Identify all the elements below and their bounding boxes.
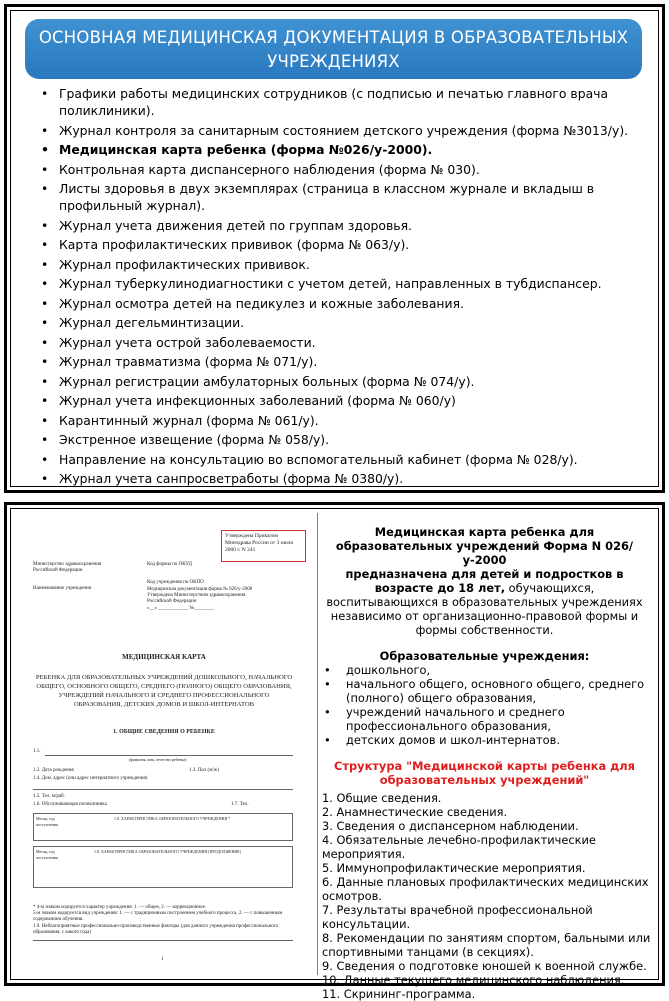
- form-approved: Утверждена Министерством здравоохранения Российской Федерации: [147, 593, 246, 604]
- list-item: • детских домов и школ-интернатов.: [324, 733, 560, 747]
- list-item: 8. Рекомендации по занятиям спортом, бальными или спортивными танцами (в секциях).: [322, 931, 651, 959]
- structure-title: Структура "Медицинской карты ребенка для образовательных учреждений": [334, 759, 635, 787]
- list-item: • Журнал учета санпросветработы (форма № 0380/у).: [41, 471, 404, 486]
- list-item: 2. Анамнестические сведения.: [322, 805, 508, 819]
- bullet-icon: •: [324, 663, 331, 677]
- form-note-3: 1.9. Неблагоприятные профессионально-производственные факторы (для данного учреждения профессионального образования, с какого года): [33, 924, 279, 935]
- list-item: • Журнал осмотра детей на педикулез и кожные заболевания.: [41, 295, 464, 311]
- list-item: • Журнал травматизма (форма № 071/у).: [41, 354, 318, 369]
- form-field-1-3: 1.3. Пол (м/ж): [189, 768, 219, 773]
- list-item: 10. Данные текущего медицинского наблюдения.: [322, 973, 625, 987]
- bullet-icon: •: [41, 142, 49, 157]
- list-item: 11. Скрининг-программа.: [322, 987, 476, 1001]
- bullet-icon: •: [41, 161, 49, 177]
- list-item: 7. Результаты врачебной профессиональной консультации.: [322, 903, 593, 931]
- institutions-list: [318, 663, 651, 747]
- list-item: • Журнал дегельминтизации.: [41, 315, 245, 330]
- bullet-icon: •: [41, 86, 49, 101]
- list-item: • Листы здоровья в двух экземплярах (страница в классном журнале и вкладыш в профильный журнал).: [41, 181, 595, 213]
- form-rule: [33, 940, 293, 941]
- list-item: • Журнал профилактических прививок.: [41, 256, 310, 272]
- list-item: • Журнал туберкулинодиагностики с учетом детей, направленных в тубдиспансер.: [41, 276, 602, 291]
- bullet-icon: •: [324, 677, 331, 691]
- bullet-icon: •: [41, 373, 49, 389]
- bullet-icon: •: [41, 354, 49, 369]
- medical-card-description-panel: [317, 513, 651, 1001]
- card-scope: обучающихся, воспитывающихся в образовательных учреждениях независимо от организационно-правовой формы и формы собственности.: [326, 581, 643, 637]
- bullet-icon: •: [41, 181, 49, 196]
- form-ministry: Министерство здравоохранения Российской Федерации: [33, 562, 102, 573]
- bullet-icon: •: [41, 217, 49, 233]
- list-item: • Карта профилактических прививок (форма № 063/у).: [41, 237, 410, 252]
- list-item: • Журнал регистрации амбулаторных больных (форма № 074/у).: [41, 373, 475, 389]
- card-description: [318, 513, 651, 637]
- bullet-icon: •: [324, 705, 331, 719]
- list-item: 4. Обязательные лечебно-профилактические мероприятия.: [322, 833, 596, 861]
- slide-title: ОСНОВНАЯ МЕДИЦИНСКАЯ ДОКУМЕНТАЦИЯ В ОБРАЗОВАТЕЛЬНЫХ УЧРЕЖДЕНИЯХ: [25, 19, 642, 79]
- form-date-line: «__» ____________ №________: [147, 606, 215, 611]
- list-item: • Журнал учета движения детей по группам здоровья.: [41, 217, 412, 233]
- form-doc-type: Медицинская документация форма № 026/у-2000: [147, 587, 253, 592]
- list-item: • Графики работы медицинских сотрудников (с подписью и печатью главного врача поликлиники).: [41, 86, 609, 118]
- form-okud: Код формы по ОКУД: [147, 562, 192, 567]
- bullet-icon: •: [41, 276, 49, 291]
- form-table-characteristics: Месяц, год поступления 1.8. ХАРАКТЕРИСТИКА ОБРАЗОВАТЕЛЬНОГО УЧРЕЖДЕНИЯ *: [33, 813, 293, 841]
- bullet-icon: •: [41, 412, 49, 428]
- list-item: 9. Сведения о подготовке юношей к военной службе.: [322, 959, 647, 973]
- form-field-1-5: 1.5. Тел. м/раб.: [33, 794, 65, 799]
- list-item: • Журнал учета инфекционных заболеваний (форма № 060/у): [41, 393, 456, 408]
- list-item: • Направление на консультацию во вспомогательный кабинет (форма № 028/у).: [41, 451, 578, 467]
- list-item: 1. Общие сведения.: [322, 791, 442, 805]
- form-table-characteristics-continued: Месяц, год поступления 1.8. ХАРАКТЕРИСТИКА ОБРАЗОВАТЕЛЬНОГО УЧРЕЖДЕНИЯ (ПРОДОЛЖЕНИЕ): [33, 846, 293, 888]
- bullet-icon: •: [41, 122, 49, 138]
- form-field-1-1: 1.1.: [33, 749, 41, 754]
- bullet-icon: •: [324, 733, 331, 747]
- form-section-1: 1. ОБЩИЕ СВЕДЕНИЯ О РЕБЕНКЕ: [113, 729, 215, 735]
- bullet-icon: •: [41, 237, 49, 252]
- bullet-icon: •: [41, 471, 49, 486]
- list-item: • дошкольного,: [324, 663, 431, 677]
- approval-stamp: Утверждена Приказом Минздрава России от 3 июля 2000 г. N 241: [221, 530, 306, 562]
- list-item: • учреждений начального и среднего профессионального образования,: [324, 705, 565, 733]
- bullet-icon: •: [41, 256, 49, 272]
- card-heading: Медицинская карта ребенка для образовательных учреждений Форма N 026/у-2000: [335, 525, 634, 567]
- form-field-1-4: 1.4. Дом. адрес (или адрес интернатного учреждения): [33, 776, 148, 781]
- institutions-title: Образовательные учреждения:: [379, 649, 590, 663]
- bullet-icon: •: [41, 393, 49, 408]
- form-institution: Наименование учреждения: [33, 586, 92, 591]
- list-item: 5. Иммунопрофилактические мероприятия.: [322, 861, 586, 875]
- list-item: 6. Данные плановых профилактических медицинских осмотров.: [322, 875, 649, 903]
- bullet-icon: •: [41, 334, 49, 350]
- bullet-icon: •: [41, 432, 49, 447]
- bullet-icon: •: [41, 295, 49, 311]
- form-subtitle: РЕБЕНКА ДЛЯ ОБРАЗОВАТЕЛЬНЫХ УЧРЕЖДЕНИЙ ДОШКОЛЬНОГО, НАЧАЛЬНОГО ОБЩЕГО, ОСНОВНОГО ОБЩЕГО, СРЕДНЕГО (ПОЛНОГО) ОБЩЕГО ОБРАЗОВАНИЯ, УЧРЕЖДЕНИЙ НАЧАЛЬНОГО И СРЕДНЕГО ПРОФЕССИОНАЛЬНОГО ОБРАЗОВАНИЯ, ДЕТСКИХ ДОМОВ И ШКОЛ-ИНТЕРНАТОВ: [35, 674, 293, 708]
- form-rule: [33, 789, 293, 790]
- form-title: МЕДИЦИНСКАЯ КАРТА: [122, 653, 206, 661]
- list-item: • Экстренное извещение (форма № 058/у).: [41, 432, 330, 447]
- slide-medical-card: [4, 502, 665, 1001]
- bullet-icon: •: [41, 315, 49, 330]
- list-item: 3. Сведения о диспансерном наблюдении.: [322, 819, 579, 833]
- form-page-number: 1: [161, 957, 164, 962]
- form-okpo: Код учреждения по ОКПО: [147, 580, 204, 585]
- form-field-1-2: 1.2. Дата рождения: [33, 768, 74, 773]
- structure-list: [318, 791, 651, 1001]
- form-note-2: 5-м знаком кодируется вид учреждения: 1. — с традиционным построением учебного процесса, 2. — с повышенным содержанием обучения.: [33, 911, 283, 922]
- form-rule: [45, 755, 293, 756]
- documentation-list: [37, 85, 649, 490]
- form-field-1-7: 1.7. Тел.: [231, 802, 249, 807]
- list-item: • начального общего, основного общего, среднего (полного) общего образования,: [324, 677, 645, 705]
- form-note-1: * 4-м знаком кодируется характер учреждения: 1. — общее, 2. — коррекционное.: [33, 905, 207, 910]
- bullet-icon: •: [41, 451, 49, 467]
- list-item: • Медицинская карта ребенка (форма №026/у-2000).: [41, 142, 433, 157]
- form-field-hint: (фамилия, имя, отчество ребенка): [129, 757, 187, 762]
- slide-documentation-list: [4, 4, 665, 493]
- list-item: • Контрольная карта диспансерного наблюдения (форма № 030).: [41, 161, 480, 177]
- list-item: • Карантинный журнал (форма № 061/у).: [41, 412, 319, 428]
- card-age-note: предназначена для детей и подростков в возрасте до 18 лет,: [345, 567, 624, 595]
- medical-card-form-scan: [19, 513, 309, 973]
- list-item: • Журнал учета острой заболеваемости.: [41, 334, 316, 350]
- form-field-1-6: 1.6. Обслуживающая поликлиника: [33, 802, 107, 807]
- list-item: • Журнал контроля за санитарным состоянием детского учреждения (форма №3013/у).: [41, 122, 629, 138]
